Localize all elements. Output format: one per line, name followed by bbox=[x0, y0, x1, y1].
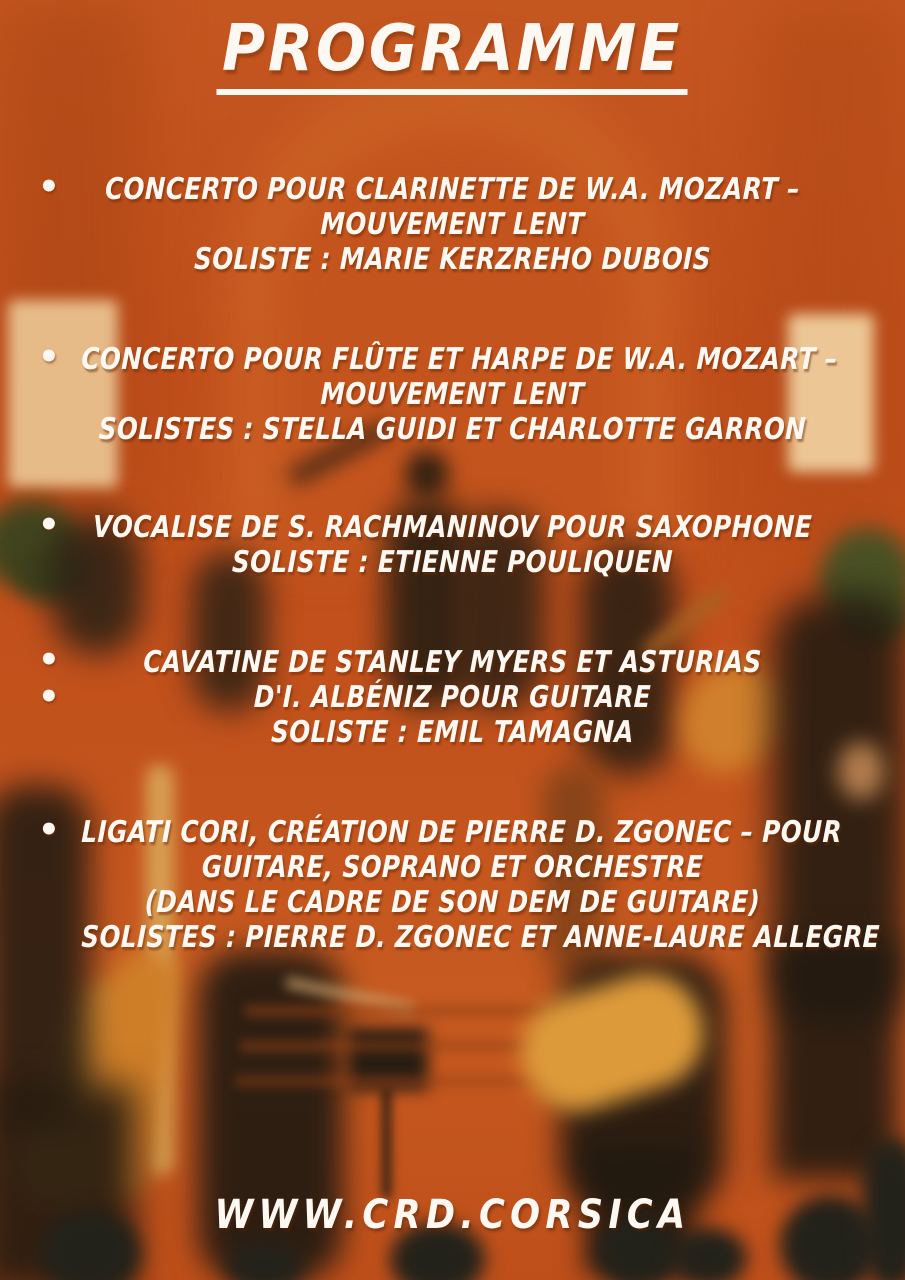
piece-title-line: CAVATINE DE STANLEY MYERS ET ASTURIAS bbox=[142, 645, 763, 680]
website-url: WWW.CRD.CORSICA bbox=[214, 1192, 691, 1238]
programme-item-vocalise bbox=[0, 505, 905, 580]
title-area bbox=[0, 12, 905, 95]
piece-title-line: VOCALISE DE S. RACHMANINOV POUR SAXOPHONE bbox=[92, 510, 813, 545]
piece-title-line: CONCERTO POUR CLARINETTE DE W.A. MOZART – bbox=[104, 172, 801, 207]
soloist-line: SOLISTES : STELLA GUIDI ET CHARLOTTE GARRON bbox=[98, 412, 807, 447]
piece-title-line: MOUVEMENT LENT bbox=[319, 207, 586, 242]
bullet-dot: • bbox=[38, 505, 60, 545]
bullet-dot: • bbox=[38, 167, 60, 207]
footer-area bbox=[0, 1192, 905, 1238]
soloist-line: SOLISTE : EMIL TAMAGNA bbox=[270, 715, 635, 750]
piece-title-line: GUITARE, SOPRANO ET ORCHESTRE bbox=[201, 850, 704, 885]
bullet-dot: • bbox=[38, 677, 60, 717]
piece-title-line: D'I. ALBÉNIZ POUR GUITARE bbox=[253, 680, 652, 715]
programme-item-cavatine-asturias bbox=[0, 640, 905, 750]
programme-item-clarinette bbox=[0, 167, 905, 277]
bullet-dot: • bbox=[38, 640, 60, 680]
bullet-dot: • bbox=[38, 810, 60, 850]
programme-item-flute-harpe bbox=[0, 337, 905, 447]
piece-title-line: LIGATI CORI, CRÉATION DE PIERRE D. ZGONEC – POUR bbox=[80, 815, 843, 850]
soloist-line: SOLISTES : PIERRE D. ZGONEC ET ANNE-LAURE ALLEGRE bbox=[80, 920, 881, 955]
piece-note-line: (DANS LE CADRE DE SON DEM DE GUITARE) bbox=[144, 885, 761, 920]
soloist-line: SOLISTE : MARIE KERZREHO DUBOIS bbox=[193, 242, 712, 277]
programme-item-ligati-cori bbox=[0, 810, 905, 955]
page-title: PROGRAMME bbox=[217, 16, 688, 95]
soloist-line: SOLISTE : ETIENNE POULIQUEN bbox=[231, 545, 674, 580]
piece-title-line: CONCERTO POUR FLÛTE ET HARPE DE W.A. MOZART – bbox=[80, 342, 839, 377]
bullet-dot: • bbox=[38, 337, 60, 377]
piece-title-line: MOUVEMENT LENT bbox=[319, 377, 586, 412]
